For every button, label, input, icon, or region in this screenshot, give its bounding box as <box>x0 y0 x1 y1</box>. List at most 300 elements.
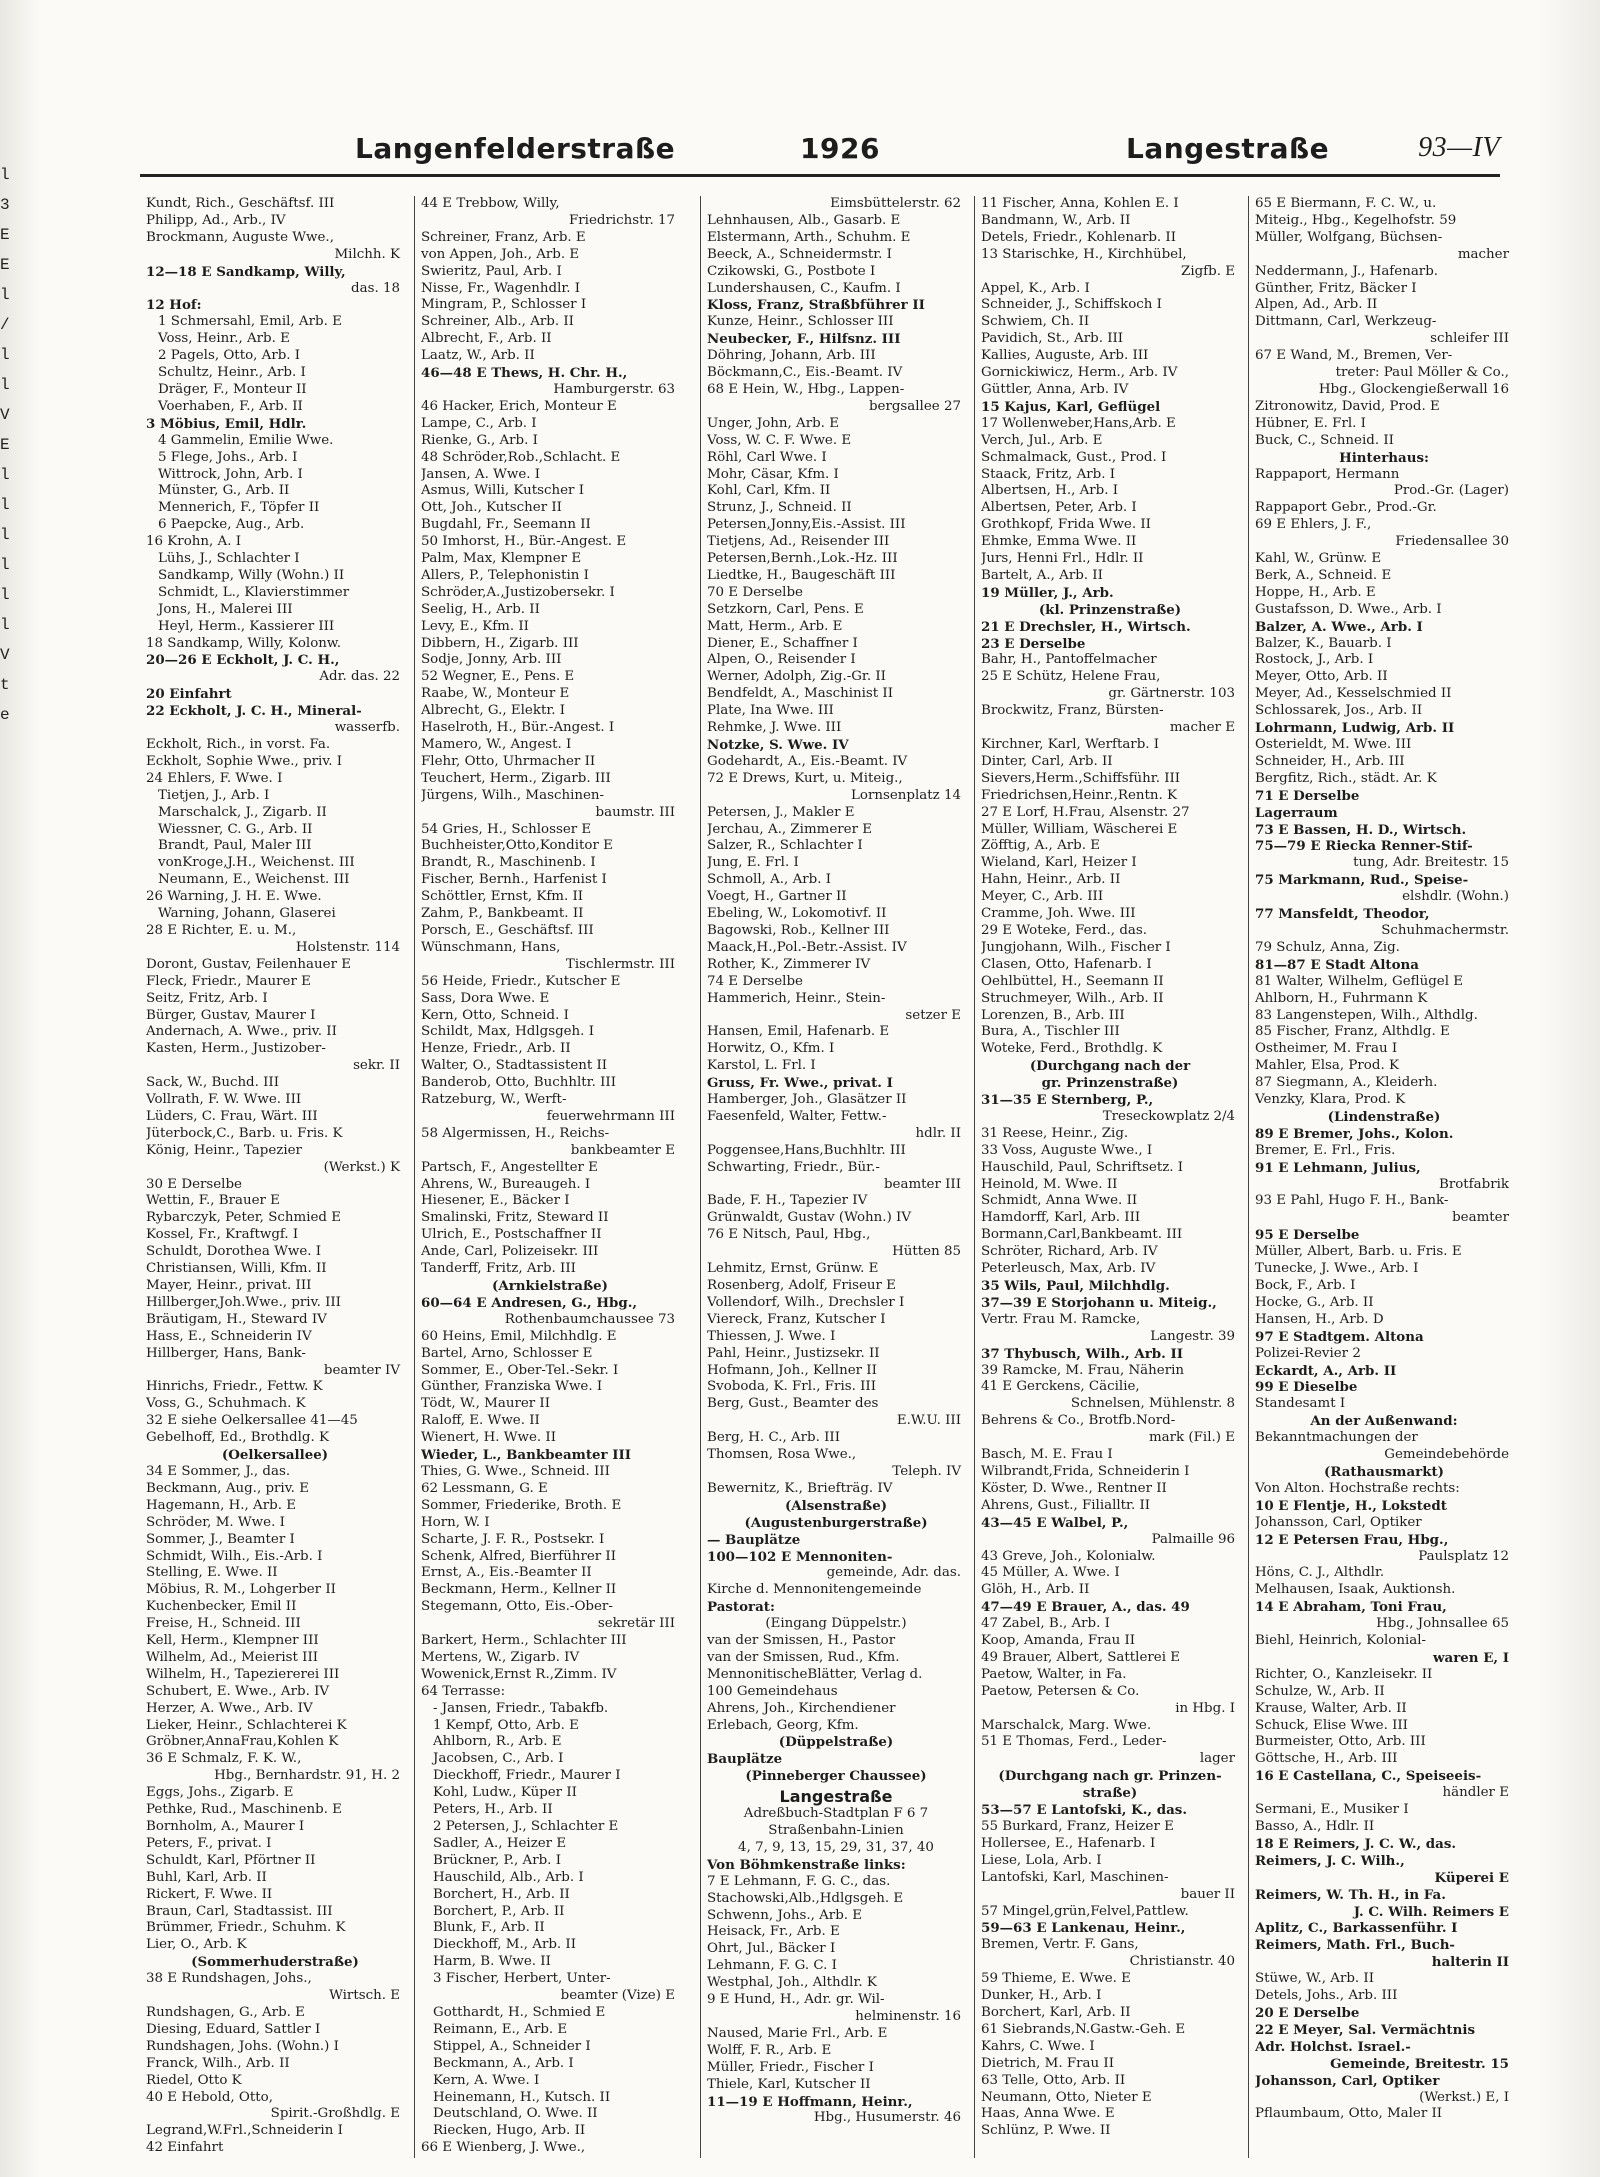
entry-line: 22 Eckholt, J. C. H., Mineral- <box>146 703 362 720</box>
entry-line: tung, Adr. Breitestr. 15 <box>1353 855 1509 871</box>
entry-line: Hansen, H., Arb. D <box>1255 1311 1384 1327</box>
entry-line: van der Smissen, H., Pastor <box>707 1633 896 1649</box>
entry-line: Schreiner, Alb., Arb. II <box>421 314 574 330</box>
entry-line: bankbeamter E <box>570 1142 675 1158</box>
entry-line: Seitz, Fritz, Arb. I <box>146 990 268 1006</box>
entry-line: 81 Walter, Wilhelm, Geflügel E <box>1255 973 1464 989</box>
entry-line: 74 E Derselbe <box>707 973 803 989</box>
entry-line: (Rathausmarkt) <box>1323 1463 1445 1480</box>
entry-line: Venzky, Klara, Prod. K <box>1255 1092 1406 1108</box>
entry-line: Lorenzen, B., Arb. III <box>981 1007 1125 1023</box>
entry-line: Albrecht, F., Arb. II <box>421 331 552 347</box>
entry-line: (Alsenstraße) <box>784 1497 888 1514</box>
entry-line: feuerwehrmann III <box>546 1108 675 1124</box>
entry-line: Ahlborn, H., Fuhrmann K <box>1255 990 1428 1006</box>
entry-line: Zöfftig, A., Arb. E <box>981 838 1100 854</box>
entry-line: Lüders, C. Frau, Wärt. III <box>146 1108 318 1124</box>
margin-mark: l <box>0 466 10 484</box>
entry-line: Spirit.-Großhdlg. E <box>270 2106 400 2122</box>
entry-line: Liese, Lola, Arb. I <box>981 1852 1102 1868</box>
entry-line: Günther, Fritz, Bäcker I <box>1255 280 1417 296</box>
entry-line: Jungjohann, Wilh., Fischer I <box>981 939 1171 955</box>
entry-line: Glöh, H., Arb. II <box>981 1582 1090 1598</box>
entry-line: (Sommerhuderstraße) <box>191 1954 359 1971</box>
entry-line: Raloff, E. Wwe. II <box>421 1413 540 1429</box>
entry-line: Porsch, E., Geschäftsf. III <box>421 922 594 938</box>
entry-line: Burmeister, Otto, Arb. III <box>1255 1734 1426 1750</box>
entry-line: 40 E Hebold, Otto, <box>146 2089 273 2105</box>
entry-line: Müller, Wolfgang, Büchsen- <box>1255 229 1443 245</box>
entry-line: Levy, E., Kfm. II <box>421 618 529 634</box>
entry-line: Wolff, F. R., Arb. E <box>707 2042 832 2058</box>
entry-line: Schmidt, L., Klavierstimmer <box>158 584 350 600</box>
entry-line: (Durchgang nach gr. Prinzen- <box>998 1768 1222 1785</box>
entry-line: 79 Schulz, Anna, Zig. <box>1255 939 1400 955</box>
entry-line: Müller, Friedr., Fischer I <box>707 2059 874 2075</box>
entry-line: Alpen, O., Reisender I <box>707 652 856 668</box>
entry-line: Hamdorff, Karl, Arb. III <box>981 1210 1141 1226</box>
entry-line: Notzke, S. Wwe. IV <box>707 737 849 753</box>
entry-line: Sermani, E., Musiker I <box>1255 1802 1409 1818</box>
entry-line: 39 Ramcke, M. Frau, Näherin <box>981 1362 1185 1378</box>
entry-line: 3 Möbius, Emil, Hdlr. <box>146 415 307 432</box>
entry-line: Hammerich, Heinr., Stein- <box>707 990 886 1006</box>
entry-line: Kell, Herm., Klempner III <box>146 1633 319 1649</box>
entry-line: (Durchgang nach der <box>1029 1058 1191 1075</box>
entry-line: Schlossarek, Jos., Arb. II <box>1255 703 1423 719</box>
entry-line: Elstermann, Arth., Schuhm. E <box>707 229 911 245</box>
entry-line: Bürger, Gustav, Maurer I <box>146 1007 316 1023</box>
entry-line: Von Böhmkenstraße links: <box>707 1856 906 1873</box>
entry-line: Stelling, E. Wwe. II <box>146 1565 278 1581</box>
entry-line: — Bauplätze <box>707 1531 801 1548</box>
entry-line: Kasten, Herm., Justizober- <box>146 1041 326 1057</box>
entry-line: Schröder,A.,Justizobersekr. I <box>421 584 615 600</box>
entry-line: Osterieldt, M. Wwe. III <box>1255 737 1412 752</box>
entry-line: Schnelsen, Mühlenstr. 8 <box>1070 1396 1235 1412</box>
entry-line: Buck, C., Schneid. II <box>1255 432 1394 448</box>
entry-line: Jerchau, A., Zimmerer E <box>707 821 873 837</box>
entry-line: (Augustenburgerstraße) <box>744 1514 928 1531</box>
entry-line: Albrecht, G., Elektr. I <box>421 703 566 719</box>
entry-line: van der Smissen, Rud., Kfm. <box>707 1649 900 1665</box>
header-left-street: Langenfelderstraße <box>355 132 676 165</box>
entry-line: 60 Heins, Emil, Milchhdlg. E <box>421 1328 617 1344</box>
entry-line: Langestraße <box>779 1789 893 1807</box>
entry-line: 21 E Drechsler, H., Wirtsch. <box>981 618 1191 635</box>
entry-line: Mohr, Cäsar, Kfm. I <box>707 466 839 482</box>
entry-line: Beckmann, Aug., priv. E <box>146 1480 309 1496</box>
entry-line: 3 Fischer, Herbert, Unter- <box>433 1971 611 1987</box>
entry-line: gemeinde, Adr. das. <box>826 1565 961 1581</box>
entry-line: Cramme, Joh. Wwe. III <box>981 906 1136 922</box>
entry-line: Wilbrandt,Frida, Schneiderin I <box>981 1463 1190 1479</box>
entry-line: Rickert, F. Wwe. II <box>146 1886 273 1902</box>
entry-line: Bremen, Vertr. F. Gans, <box>981 1937 1139 1953</box>
column-4 <box>974 196 1239 2158</box>
entry-line: Jung, E. Frl. I <box>707 855 799 871</box>
entry-line: Neubecker, F., Hilfsnz. III <box>707 331 901 348</box>
entry-line: Balzer, A. Wwe., Arb. I <box>1255 618 1423 635</box>
entry-line: Rostock, J., Arb. I <box>1255 652 1374 668</box>
column-2 <box>414 196 679 2158</box>
entry-line: macher E <box>1169 720 1235 736</box>
entry-line: 16 E Castellana, C., Speiseeis- <box>1255 1768 1482 1785</box>
entry-line: Behrens & Co., Brotfb.Nord- <box>981 1413 1176 1429</box>
entry-line: 29 E Woteke, Ferd., das. <box>981 922 1148 938</box>
entry-line: Blunk, F., Arb. II <box>433 1920 545 1936</box>
entry-line: Hansen, Emil, Hafenarb. E <box>707 1024 890 1040</box>
entry-line: Unger, John, Arb. E <box>707 415 839 431</box>
entry-line: Hillberger, Hans, Bank- <box>146 1345 306 1361</box>
entry-line: Heyl, Herm., Kassierer III <box>158 618 335 634</box>
entry-line: 75 Markmann, Rud., Speise- <box>1255 872 1469 889</box>
entry-line: Schmidt, Wilh., Eis.-Arb. I <box>146 1548 323 1564</box>
entry-line: Rappaport, Hermann <box>1255 466 1400 482</box>
entry-line: Schenk, Alfred, Bierführer II <box>421 1548 617 1564</box>
entry-line: Oehlbüttel, H., Seemann II <box>981 973 1164 989</box>
entry-line: Christiansen, Willi, Kfm. II <box>146 1261 327 1277</box>
entry-line: Marschalck, J., Zigarb. II <box>158 804 327 820</box>
entry-line: Pastorat: <box>707 1599 775 1616</box>
entry-line: gr. Prinzenstraße) <box>1041 1075 1179 1092</box>
entry-line: 1 Schmersahl, Emil, Arb. E <box>158 314 342 330</box>
entry-line: Münster, G., Arb. II <box>158 483 290 499</box>
entry-line: Kundt, Rich., Geschäftsf. III <box>146 196 335 211</box>
entry-line: Jansen, A. Wwe. I <box>421 466 541 482</box>
entry-line: Wünschmann, Hans, <box>421 939 561 955</box>
entry-line: Bartel, Arno, Schlosser E <box>421 1345 593 1361</box>
entry-line: Schlünz, P. Wwe. II <box>981 2123 1111 2139</box>
entry-line: Thiele, Karl, Kutscher II <box>707 2076 871 2092</box>
entry-line: das. 18 <box>351 280 400 296</box>
entry-line: Bergfitz, Rich., städt. Ar. K <box>1255 770 1437 786</box>
entry-line: Brandt, Paul, Maler III <box>158 838 312 854</box>
entry-line: Rosenberg, Adolf, Friseur E <box>707 1278 896 1293</box>
entry-line: Laatz, W., Arb. II <box>421 348 535 364</box>
entry-line: Neumann, E., Weichenst. III <box>158 872 350 888</box>
entry-line: Hauschild, Alb., Arb. I <box>433 1869 584 1885</box>
entry-line: Bura, A., Tischler III <box>981 1024 1120 1040</box>
entry-line: 11 Fischer, Anna, Kohlen E. I <box>981 196 1179 211</box>
entry-line: Bandmann, W., Arb. II <box>981 212 1131 228</box>
entry-line: Rundshagen, Johs. (Wohn.) I <box>146 2038 339 2054</box>
entry-line: Struchmeyer, Wilh., Arb. II <box>981 990 1164 1006</box>
entry-line: Haas, Anna Wwe. E <box>981 2106 1115 2122</box>
entry-line: Adr. das. 22 <box>319 669 400 685</box>
entry-line: Kirche d. Mennonitengemeinde <box>707 1582 922 1598</box>
entry-line: Brandt, R., Maschinenb. I <box>421 855 596 871</box>
entry-line: 46—48 E Thews, H. Chr. H., <box>421 365 628 382</box>
entry-line: Horwitz, O., Kfm. I <box>707 1041 835 1057</box>
entry-line: Döhring, Johann, Arb. III <box>707 348 876 364</box>
entry-line: Dieckhoff, Friedr., Maurer I <box>433 1768 621 1784</box>
entry-line: 10 E Flentje, H., Lokstedt <box>1255 1497 1447 1514</box>
entry-line: Eckholt, Rich., in vorst. Fa. <box>146 737 331 752</box>
entry-line: (Werkst.) K <box>323 1159 400 1175</box>
entry-line: Basso, A., Hdlr. II <box>1255 1819 1375 1834</box>
entry-line: 28 E Richter, E. u. M., <box>146 922 297 938</box>
entry-line: Gemeinde, Breitestr. 15 <box>1330 2055 1509 2072</box>
entry-line: Raabe, W., Monteur E <box>421 686 570 702</box>
entry-line: Ulrich, E., Postschaffner II <box>421 1227 602 1243</box>
entry-line: Standesamt I <box>1255 1396 1346 1412</box>
entry-line: Hbg., Johnsallee 65 <box>1376 1616 1509 1632</box>
margin-mark: l <box>0 376 10 394</box>
entry-line: Ott, Joh., Kutscher II <box>421 500 562 516</box>
entry-line: Schreiner, Franz, Arb. E <box>421 229 586 245</box>
entry-line: 34 E Sommer, J., das. <box>146 1463 291 1479</box>
entry-line: Rothenbaumchaussee 73 <box>504 1311 675 1327</box>
entry-line: Dinter, Carl, Arb. II <box>981 753 1113 769</box>
entry-line: Lantofski, Karl, Maschinen- <box>981 1869 1169 1885</box>
entry-line: 24 Ehlers, F. Wwe. I <box>146 770 283 786</box>
margin-mark: l <box>0 526 10 544</box>
entry-line: 55 Burkard, Franz, Heizer E <box>981 1819 1174 1834</box>
entry-line: Wirtsch. E <box>329 1988 400 2004</box>
entry-line: Bauplätze <box>707 1751 783 1768</box>
entry-line: Hamburgerstr. 63 <box>553 381 675 397</box>
margin-mark: V <box>0 406 10 424</box>
entry-line: Thies, G. Wwe., Schneid. III <box>421 1463 610 1479</box>
entry-line: (Arnkielstraße) <box>492 1278 608 1294</box>
entry-line: Smalinski, Fritz, Steward II <box>421 1210 609 1226</box>
entry-line: Gornickiwicz, Herm., Arb. IV <box>981 365 1178 381</box>
entry-line: Hollersee, E., Hafenarb. I <box>981 1835 1156 1851</box>
entry-line: Schuck, Elise Wwe. III <box>1255 1717 1408 1733</box>
entry-line: - Jansen, Friedr., Tabakfb. <box>433 1700 609 1716</box>
entry-line: 59 Thieme, E. Wwe. E <box>981 1971 1131 1987</box>
entry-line: Schöttler, Ernst, Kfm. II <box>421 889 584 905</box>
entry-line: Wienert, H. Wwe. II <box>421 1430 557 1446</box>
entry-line: Lieker, Heinr., Schlachterei K <box>146 1717 347 1733</box>
entry-line: Diener, E., Schaffner I <box>707 635 858 651</box>
entry-line: Tietjens, Ad., Reisender III <box>707 534 890 550</box>
entry-line: Dietrich, M. Frau II <box>981 2055 1115 2071</box>
entry-line: helminenstr. 16 <box>855 2008 961 2024</box>
entry-line: Schröder, M. Wwe. I <box>146 1514 285 1530</box>
entry-line: Salzer, R., Schlachter I <box>707 838 863 854</box>
entry-line: Dunker, H., Arb. I <box>981 1988 1102 2004</box>
entry-line: Deutschland, O. Wwe. II <box>433 2106 598 2122</box>
entry-line: in Hbg. I <box>1175 1700 1235 1716</box>
entry-line: 33 Voss, Auguste Wwe., I <box>981 1142 1153 1158</box>
entry-line: Borchert, P., Arb. II <box>433 1903 565 1919</box>
entry-line: Matt, Herm., Arb. E <box>707 618 843 634</box>
entry-line: Philipp, Ad., Arb., IV <box>146 212 286 228</box>
entry-line: Petersen,Bernh.,Lok.-Hz. III <box>707 551 898 567</box>
entry-line: Flehr, Otto, Uhrmacher II <box>421 753 596 769</box>
entry-line: 83 Langenstepen, Wilh., Althdlg. <box>1255 1007 1478 1023</box>
entry-line: Zigfb. E <box>1181 263 1235 279</box>
entry-line: Friedensallee 30 <box>1395 534 1509 550</box>
entry-line: Rother, K., Zimmerer IV <box>707 956 871 972</box>
entry-line: Walter, O., Stadtassistent II <box>421 1058 608 1074</box>
entry-line: Küperei E <box>1434 1869 1509 1886</box>
entry-line: Poggensee,Hans,Buchhltr. III <box>707 1142 906 1158</box>
entry-line: Schwenn, Johs., Arb. E <box>707 1907 863 1923</box>
entry-line: Schwiem, Ch. II <box>981 314 1090 330</box>
entry-line: Stippel, A., Schneider I <box>433 2038 591 2054</box>
entry-line: hdlr. II <box>915 1125 961 1141</box>
entry-line: 31—35 E Sternberg, P., <box>981 1092 1154 1109</box>
entry-line: 100 Gemeindehaus <box>707 1683 838 1699</box>
entry-line: 27 E Lorf, H.Frau, Alsenstr. 27 <box>981 804 1190 820</box>
entry-line: Tödt, W., Maurer II <box>421 1396 551 1412</box>
entry-line: Kossel, Fr., Kraftwgf. I <box>146 1227 299 1243</box>
entry-line: lager <box>1199 1751 1235 1767</box>
entry-line: Voss, Heinr., Arb. E <box>158 331 290 347</box>
entry-line: Vollrath, F. W. Wwe. III <box>146 1092 302 1108</box>
entry-line: Schubert, E. Wwe., Arb. IV <box>146 1683 330 1699</box>
entry-line: Tanderff, Fritz, Arb. III <box>421 1261 576 1277</box>
entry-line: wasserfb. <box>334 720 400 736</box>
entry-line: Voss, W. C. F. Wwe. E <box>707 432 852 448</box>
entry-line: halterin II <box>1431 1954 1509 1971</box>
entry-line: Petersen,Jonny,Eis.-Assist. III <box>707 517 906 533</box>
entry-line: Ande, Carl, Polizeisekr. III <box>421 1244 599 1260</box>
entry-line: Albertsen, Peter, Arb. I <box>981 500 1137 516</box>
entry-line: 68 E Hein, W., Hbg., Lappen- <box>707 381 905 397</box>
entry-line: Hübner, E. Frl. I <box>1255 415 1366 431</box>
entry-line: 12 Hof: <box>146 297 202 314</box>
entry-line: Mahler, Elsa, Prod. K <box>1255 1058 1399 1074</box>
entry-line: Bugdahl, Fr., Seemann II <box>421 517 591 533</box>
entry-line: Kohl, Ludw., Küper II <box>433 1785 577 1801</box>
entry-line: Paetow, Walter, in Fa. <box>981 1666 1127 1682</box>
entry-line: Hiesener, E., Bäcker I <box>421 1193 570 1209</box>
entry-line: Grothkopf, Frida Wwe. II <box>981 517 1151 533</box>
entry-line: 65 E Biermann, F. C. W., u. <box>1255 196 1437 211</box>
entry-line: 2 Petersen, J., Schlachter E <box>433 1819 619 1834</box>
entry-line: Herzer, A. Wwe., Arb. IV <box>146 1700 313 1716</box>
entry-line: beamter III <box>883 1176 961 1192</box>
entry-line: Banderob, Otto, Buchhltr. III <box>421 1075 616 1091</box>
entry-line: 48 Schröder,Rob.,Schlacht. E <box>421 449 621 465</box>
entry-line: 64 Terrasse: <box>421 1683 506 1699</box>
entry-line: 9 E Hund, H., Adr. gr. Wil- <box>707 1992 885 2008</box>
entry-line: sekretär III <box>597 1616 675 1632</box>
entry-line: Sass, Dora Wwe. E <box>421 990 550 1006</box>
entry-line: Lampe, C., Arb. I <box>421 415 537 431</box>
entry-line: Jacobsen, C., Arb. I <box>433 1751 564 1767</box>
entry-line: Albertsen, H., Arb. I <box>981 483 1119 499</box>
entry-line: Zitronowitz, David, Prod. E <box>1255 398 1440 414</box>
entry-line: Partsch, F., Angestellter E <box>421 1159 598 1175</box>
entry-line: Pahl, Heinr., Justizsekr. II <box>707 1345 880 1361</box>
entry-line: Reimers, J. C. Wilh., <box>1255 1852 1405 1869</box>
entry-line: Meyer, Otto, Arb. II <box>1255 669 1388 685</box>
entry-line: J. C. Wilh. Reimers E <box>1353 1903 1509 1920</box>
left-margin-fragment <box>0 160 22 2137</box>
entry-line: Eggs, Johs., Zigarb. E <box>146 1785 294 1801</box>
entry-line: 19 Müller, J., Arb. <box>981 584 1114 601</box>
entry-line: 5 Flege, Johs., Arb. I <box>158 449 298 465</box>
margin-mark: E <box>0 256 10 274</box>
entry-line: Doront, Gustav, Feilenhauer E <box>146 956 352 972</box>
entry-line: Rundshagen, G., Arb. E <box>146 2004 305 2020</box>
entry-line: Voegt, H., Gartner II <box>707 889 847 905</box>
entry-line: Verch, Jul., Arb. E <box>981 432 1103 448</box>
entry-line: 18 Sandkamp, Willy, Kolonw. <box>146 635 342 651</box>
entry-line: Palmaille 96 <box>1151 1531 1235 1547</box>
entry-line: Straßenbahn-Linien <box>768 1823 904 1838</box>
entry-line: 37 Thybusch, Wilh., Arb. II <box>981 1345 1183 1362</box>
entry-line: Adr. Holchst. Israel.- <box>1255 2038 1411 2055</box>
entry-line: Brotfabrik <box>1439 1176 1509 1192</box>
entry-line: 89 E Bremer, Johs., Kolon. <box>1255 1125 1454 1142</box>
entry-line: Ratzeburg, W., Werft- <box>421 1092 567 1108</box>
entry-line: Sommer, J., Beamter I <box>146 1531 295 1547</box>
entry-line: Thomsen, Rosa Wwe., <box>707 1447 857 1463</box>
entry-line: bauer II <box>1180 1886 1235 1902</box>
entry-line: Hbg., Husumerstr. 46 <box>813 2110 961 2126</box>
entry-line: Pethke, Rud., Maschinenb. E <box>146 1802 342 1818</box>
entry-line: Schulze, W., Arb. II <box>1255 1683 1385 1699</box>
entry-line: Voss, G., Schuhmach. K <box>146 1396 306 1412</box>
entry-line: Alpen, Ad., Arb. II <box>1255 297 1378 313</box>
entry-line: Warning, Johann, Glaserei <box>158 906 336 922</box>
entry-line: händler E <box>1442 1785 1509 1801</box>
margin-mark: l <box>0 556 10 574</box>
entry-line: Schmalmack, Gust., Prod. I <box>981 449 1167 465</box>
entry-line: Müller, Albert, Barb. u. Fris. E <box>1255 1244 1462 1260</box>
entry-line: Beckmann, A., Arb. I <box>433 2055 574 2071</box>
entry-line: Miteig., Hbg., Kegelhofstr. 59 <box>1255 212 1457 228</box>
entry-line: Ernst, A., Eis.-Beamter II <box>421 1565 592 1581</box>
entry-line: Rybarczyk, Peter, Schmied E <box>146 1210 341 1226</box>
entry-line: Bagowski, Rob., Kellner III <box>707 922 890 938</box>
column-5 <box>1248 196 1513 2158</box>
entry-line: Henze, Friedr., Arb. II <box>421 1041 571 1057</box>
entry-line: Berg, Gust., Beamter des <box>707 1396 879 1412</box>
entry-line: Göttsche, H., Arb. III <box>1255 1751 1398 1767</box>
entry-line: treter: Paul Möller & Co., <box>1335 365 1509 381</box>
margin-mark: 3 <box>0 196 10 214</box>
entry-line: 59—63 E Lankenau, Heinr., <box>981 1920 1186 1937</box>
entry-line: Dräger, F., Monteur II <box>158 381 307 397</box>
entry-line: Haselroth, H., Bür.-Angest. I <box>421 720 615 736</box>
entry-line: Brückner, P., Arb. I <box>433 1852 561 1868</box>
entry-line: Staack, Fritz, Arb. I <box>981 466 1116 482</box>
entry-line: beamter (Vize) E <box>560 1988 675 2004</box>
entry-line: 32 E siehe Oelkersallee 41—45 <box>146 1413 358 1429</box>
entry-line: 44 E Trebbow, Willy, <box>421 196 560 211</box>
entry-line: Wieder, L., Bankbeamter III <box>421 1447 632 1464</box>
entry-line: Paulsplatz 12 <box>1418 1548 1509 1564</box>
entry-line: 12—18 E Sandkamp, Willy, <box>146 263 346 280</box>
entry-line: Melhausen, Isaak, Auktionsh. <box>1255 1582 1456 1598</box>
entry-line: Christianstr. 40 <box>1129 1954 1235 1970</box>
entry-line: Bornholm, A., Maurer I <box>146 1819 305 1834</box>
entry-line: Hauschild, Paul, Schriftsetz. I <box>981 1159 1184 1175</box>
entry-line: Polizei-Revier 2 <box>1255 1345 1361 1361</box>
entry-line: Allers, P., Telephonistin I <box>421 567 589 583</box>
entry-line: 37—39 E Storjohann u. Miteig., <box>981 1294 1217 1311</box>
entry-line: Rehmke, J. Wwe. III <box>707 720 842 736</box>
entry-line: 4, 7, 9, 13, 15, 29, 31, 37, 40 <box>738 1839 934 1855</box>
entry-line: Wilhelm, H., Tapeziererei III <box>146 1666 340 1682</box>
entry-line: König, Heinr., Tapezier <box>146 1142 302 1158</box>
entry-line: Schuldt, Karl, Pförtner II <box>146 1852 316 1868</box>
entry-line: 43—45 E Walbel, P., <box>981 1514 1129 1531</box>
column-3 <box>700 196 965 2158</box>
entry-line: Kuchenbecker, Emil II <box>146 1599 297 1615</box>
entry-line: Schmidt, Anna Wwe. II <box>981 1193 1138 1209</box>
entry-line: Ehmke, Emma Wwe. II <box>981 534 1137 550</box>
entry-line: Voerhaben, F., Arb. II <box>158 398 303 414</box>
entry-line: Lehmitz, Ernst, Grünw. E <box>707 1261 879 1277</box>
